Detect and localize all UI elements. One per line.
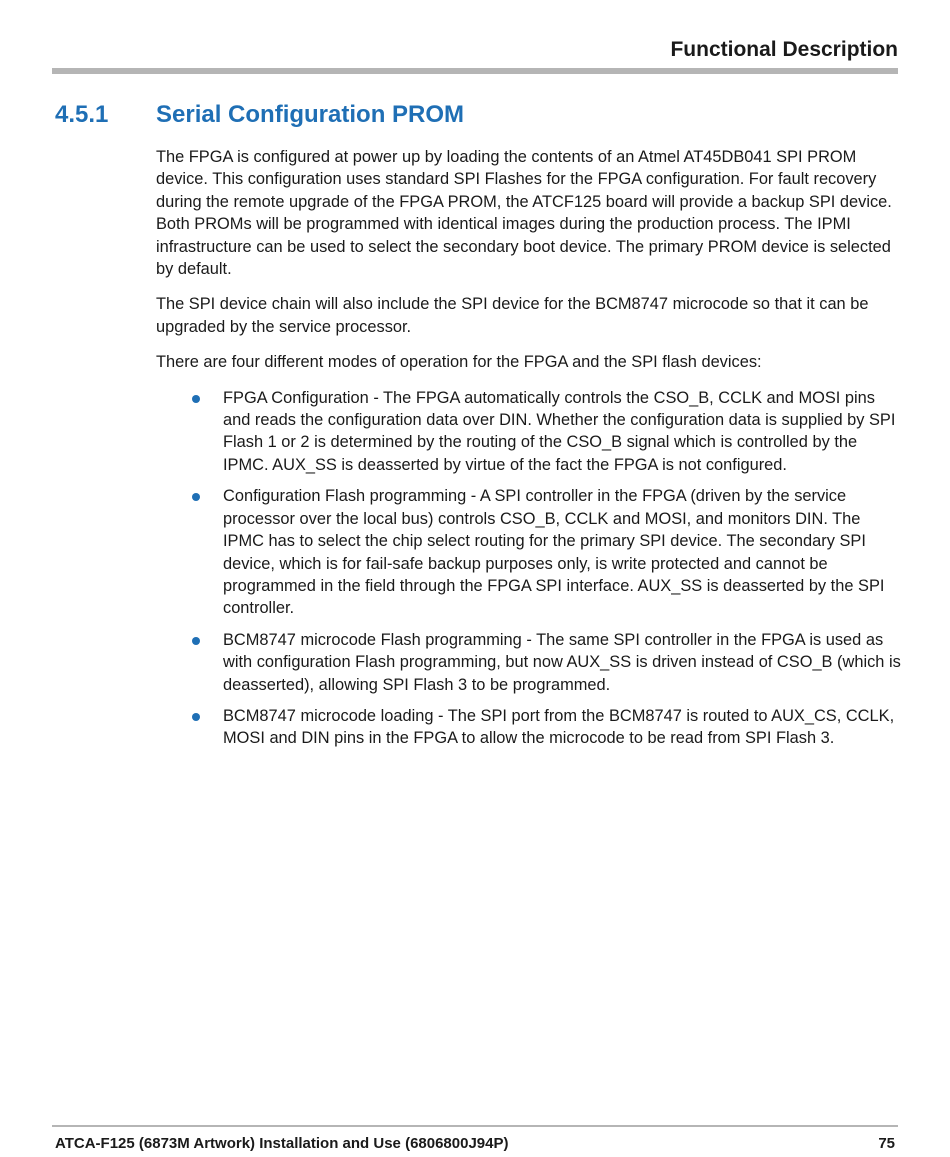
paragraph: The FPGA is configured at power up by loading the contents of an Atmel AT45DB041 SPI PROM device. This configuration uses standard SPI Flashes for the FPGA configuration. For fault recovery during the remote upgrade of the FPGA PROM, the ATCF125 board will provide a backup SPI device. Both PROMs will be programmed with identical images during the production process. The IPMI infrastructure can be used to select the secondary boot device. The primary PROM device is selected by default. — [156, 148, 892, 279]
list-item-text: Configuration Flash programming - A SPI controller in the FPGA (driven by the service processor over the local bus) controls CSO_B, CCLK and MOSI, and monitors DIN. The IPMC has to select the chip select routing for the primary SPI device. The secondary SPI device, which is for fail-safe backup purposes only, is write protected and cannot be programmed in the field through the FPGA SPI interface. AUX_SS is deasserted by the SPI controller. — [223, 487, 885, 618]
bullet-dot-icon — [192, 713, 200, 721]
bullet-dot-icon — [192, 637, 200, 645]
list-item — [156, 629, 901, 696]
list-item — [156, 387, 901, 477]
paragraph: There are four different modes of operation for the FPGA and the SPI flash devices: — [156, 353, 762, 372]
list-item — [156, 705, 901, 750]
modes-list — [156, 387, 901, 750]
footer-document-title: ATCA-F125 (6873M Artwork) Installation and Use (6806800J94P) — [55, 1135, 509, 1152]
paragraph: The SPI device chain will also include the SPI device for the BCM8747 microcode so that it can be upgraded by the service processor. — [156, 295, 869, 336]
list-item-text: BCM8747 microcode Flash programming - The same SPI controller in the FPGA is used as with configuration Flash programming, but now AUX_SS is driven instead of CSO_B (which is deasserted), allowing SPI Flash 3 to be programmed. — [223, 630, 901, 694]
footer-divider — [52, 1125, 898, 1127]
list-item-text: FPGA Configuration - The FPGA automatically controls the CSO_B, CCLK and MOSI pins and reads the configuration data over DIN. Whether the configuration data is supplied by SPI Flash 1 or 2 is determined by the routing of the CSO_B signal which is controlled by the IPMC. AUX_SS is deasserted by virtue of the fact the FPGA is not configured. — [223, 388, 896, 474]
bullet-dot-icon — [192, 395, 200, 403]
page-number: 75 — [878, 1135, 895, 1152]
section-title: Serial Configuration PROM — [156, 101, 465, 128]
bullet-dot-icon — [192, 493, 200, 501]
list-item — [156, 485, 901, 619]
section-number: 4.5.1 — [55, 101, 109, 128]
running-header-title: Functional Description — [670, 38, 898, 61]
section-body — [156, 146, 901, 759]
header-divider — [52, 68, 898, 74]
list-item-text: BCM8747 microcode loading - The SPI port from the BCM8747 is routed to AUX_CS, CCLK, MOSI and DIN pins in the FPGA to allow the microcode to be read from SPI Flash 3. — [223, 706, 895, 748]
